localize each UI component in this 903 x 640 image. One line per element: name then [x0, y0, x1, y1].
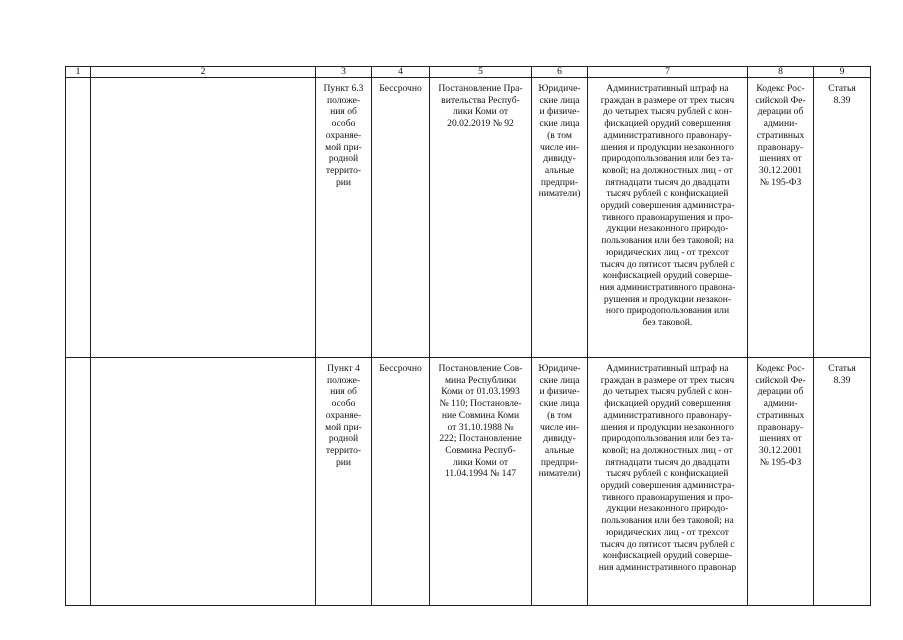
cell-term: Бессрочно [372, 78, 430, 358]
cell-provision: Пункт 6.3 положе- ния об особо охраняе- мой при- родной террито- рии [316, 78, 372, 358]
cell-name [91, 358, 316, 606]
cell-article: Статья 8.39 [814, 358, 871, 606]
cell-regulation: Постановление Сов- мина Республики Коми от 01.03.1993 № 110; Постановле- ние Совмина Коми от 31.10.1988 № 222; Постановление Совмина Респуб- лики Коми от 11.04.1994 № 147 [430, 358, 532, 606]
table-row [66, 358, 871, 606]
cell-term: Бессрочно [372, 358, 430, 606]
cell-code: Кодекс Рос- сийской Фе- дерации об админи- стративных правонару- шениях от 30.12.2001 № 195-ФЗ [748, 78, 814, 358]
column-number: 7 [588, 67, 748, 78]
column-number: 8 [748, 67, 814, 78]
cell-provision: Пункт 4 положе- ния об особо охраняе- мой при- родной террито- рии [316, 358, 372, 606]
cell-index [66, 358, 91, 606]
cell-penalty: Административный штраф на граждан в размере от трех тысяч до четырех тысяч рублей с кон- фискацией орудий совершения административного правонару- шения и продукции незаконного природопользования или без та- ковой; на должностных лиц - от пятнадцати тысяч до двадцати тысяч рублей с конфискацией орудий совершения администра- тивного правонарушения и про- дукции незаконного природо- пользования или без таковой; на юридических лиц - от трехсот тысяч до пятисот тысяч рублей с конфискацией орудий соверше- ния административного правонар [588, 358, 748, 606]
column-number: 2 [91, 67, 316, 78]
cell-name [91, 78, 316, 358]
cell-subjects: Юридиче- ские лица и физиче- ские лица (в том числе ин- дивиду- альные предпри- ниматели) [532, 358, 588, 606]
column-number: 4 [372, 67, 430, 78]
column-number-row [66, 67, 871, 78]
cell-penalty: Административный штраф на граждан в размере от трех тысяч до четырех тысяч рублей с кон- фискацией орудий совершения административного правонару- шения и продукции незаконного природопользования или без та- ковой; на должностных лиц - от пятнадцати тысяч до двадцати тысяч рублей с конфискацией орудий совершения администра- тивного правонарушения и про- дукции незаконного природо- пользования или без таковой; на юридических лиц - от трехсот тысяч до пятисот тысяч рублей с конфискацией орудий соверше- ния административного правона- рушения и продукции незакон- ного природопользования или без таковой. [588, 78, 748, 358]
cell-index [66, 78, 91, 358]
cell-article: Статья 8.39 [814, 78, 871, 358]
cell-regulation: Постановление Пра- вительства Респуб- лики Коми от 20.02.2019 № 92 [430, 78, 532, 358]
column-number: 1 [66, 67, 91, 78]
cell-code: Кодекс Рос- сийской Фе- дерации об админи- стративных правонару- шениях от 30.12.2001 № 195-ФЗ [748, 358, 814, 606]
column-number: 5 [430, 67, 532, 78]
column-number: 6 [532, 67, 588, 78]
table-row [66, 78, 871, 358]
column-number: 3 [316, 67, 372, 78]
cell-subjects: Юридиче- ские лица и физиче- ские лица (в том числе ин- дивиду- альные предпри- ниматели) [532, 78, 588, 358]
column-number: 9 [814, 67, 871, 78]
document-table [65, 66, 871, 606]
